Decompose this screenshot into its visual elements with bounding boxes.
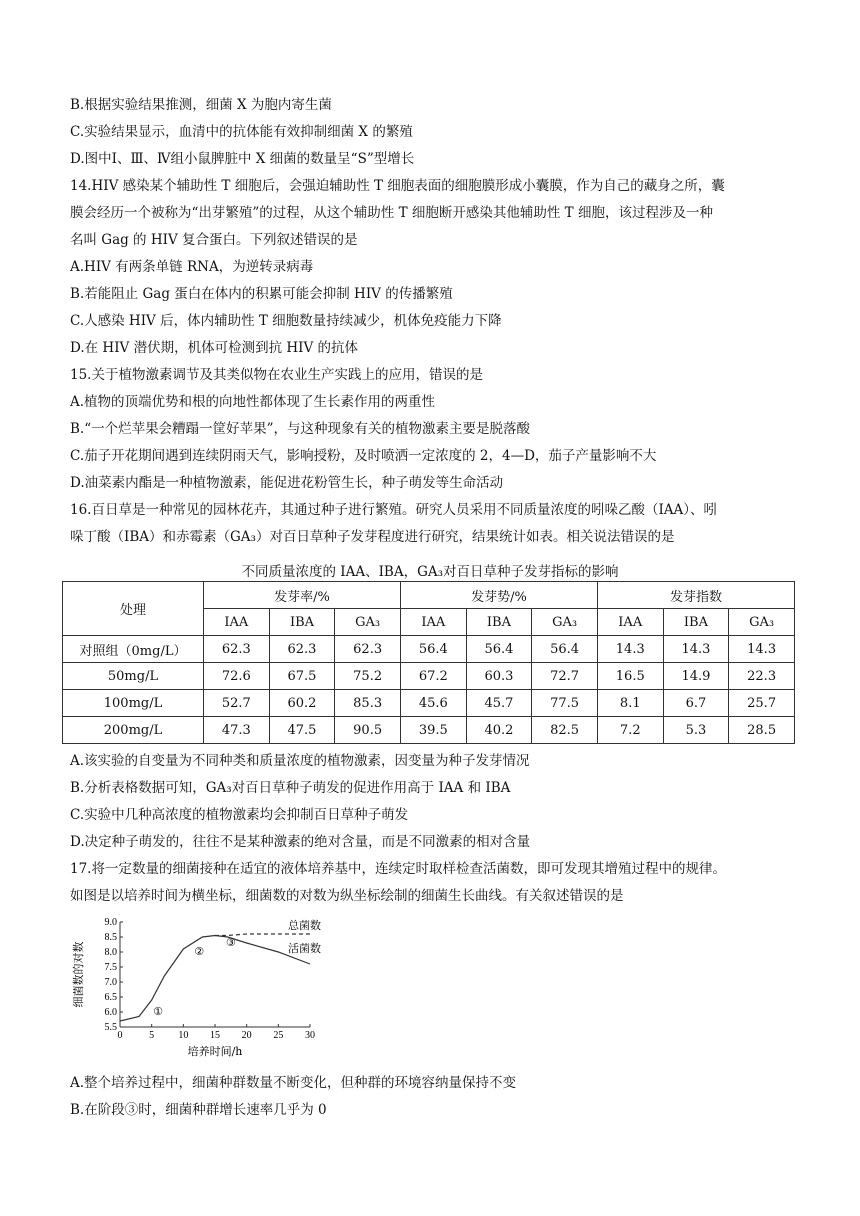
option-line: A.该实验的自变量为不同种类和质量浓度的植物激素，因变量为种子发芽情况 <box>70 753 530 769</box>
table-cell: 85.3 <box>335 690 401 717</box>
y-tick-label: 7.5 <box>104 962 117 973</box>
table-cell: 14.3 <box>663 636 729 663</box>
option-line: C.实验中几种高浓度的植物激素均会抑制百日草种子萌发 <box>70 807 409 823</box>
table-cell: 6.7 <box>663 690 729 717</box>
x-axis-label: 培养时间/h <box>187 1045 243 1058</box>
table-cell: 22.3 <box>729 663 795 690</box>
y-tick-label: 7.0 <box>104 977 117 988</box>
y-axis-label: 细菌数的对数 <box>72 941 85 1008</box>
table-cell: 7.2 <box>597 717 663 744</box>
table-caption: 不同质量浓度的 IAA、IBA，GA₃对百日草种子发芽指标的影响 <box>241 564 619 580</box>
table-cell: 56.4 <box>532 636 598 663</box>
table-cell: 47.5 <box>269 717 335 744</box>
row-label: 50mg/L <box>63 663 204 690</box>
table-cell: 72.7 <box>532 663 598 690</box>
table-cell: 62.3 <box>204 636 270 663</box>
subheader: IBA <box>466 609 532 636</box>
table-cell: 8.1 <box>597 690 663 717</box>
table-cell: 52.7 <box>204 690 270 717</box>
table-cell: 60.2 <box>269 690 335 717</box>
table-row <box>63 717 795 744</box>
subheader: GA₃ <box>532 609 598 636</box>
subheader: GA₃ <box>335 609 401 636</box>
y-tick-label: 9.0 <box>104 917 117 928</box>
table-row <box>63 690 795 717</box>
row-label: 100mg/L <box>63 690 204 717</box>
table-cell: 62.3 <box>269 636 335 663</box>
table-cell: 60.3 <box>466 663 532 690</box>
option-line: D.在 HIV 潜伏期，机体可检测到抗 HIV 的抗体 <box>70 340 359 356</box>
table-cell: 16.5 <box>597 663 663 690</box>
x-tick-label: 0 <box>117 1030 123 1041</box>
question-stem: 17.将一定数量的细菌接种在适宜的液体培养基中，连续定时取样检查活菌数，即可发现其增殖过程中的规律。 <box>70 861 726 877</box>
subheader: IAA <box>597 609 663 636</box>
table-cell: 45.6 <box>400 690 466 717</box>
table-cell: 39.5 <box>400 717 466 744</box>
question-stem: 如图是以培养时间为横坐标，细菌数的对数为纵坐标绘制的细菌生长曲线。有关叙述错误的是 <box>70 888 624 904</box>
y-tick-label: 8.0 <box>104 947 117 958</box>
question-stem: 膜会经历一个被称为“出芽繁殖”的过程，从这个辅助性 T 细胞断开感染其他辅助性 T 细胞，该过程涉及一种 <box>70 205 713 221</box>
option-line: D.图中Ⅰ、Ⅲ、Ⅳ组小鼠脾脏中 X 细菌的数量呈“S”型增长 <box>70 151 415 167</box>
subheader: IBA <box>269 609 335 636</box>
table-cell: 14.3 <box>729 636 795 663</box>
x-tick-label: 10 <box>178 1030 189 1041</box>
option-line: B.在阶段③时，细菌种群增长速率几乎为 0 <box>70 1102 327 1118</box>
subheader: IBA <box>663 609 729 636</box>
bacteria-growth-chart <box>70 912 330 1062</box>
question-stem: 14.HIV 感染某个辅助性 T 细胞后，会强迫辅助性 T 细胞表面的细胞膜形成小囊膜，作为自己的藏身之所，囊 <box>70 178 725 194</box>
table-cell: 82.5 <box>532 717 598 744</box>
option-line: B.若能阻止 Gag 蛋白在体内的积累可能会抑制 HIV 的传播繁殖 <box>70 286 453 302</box>
chart-axes <box>120 922 310 1027</box>
option-line: C.茄子开花期间遇到连续阴雨天气，影响授粉，及时喷洒一定浓度的 2，4—D，茄子产量影响不大 <box>70 448 657 464</box>
table-cell: 72.6 <box>204 663 270 690</box>
row-label: 对照组（0mg/L） <box>63 636 204 663</box>
question-stem: 16.百日草是一种常见的园林花卉，其通过种子进行繁殖。研究人员采用不同质量浓度的吲哚乙酸（IAA）、吲 <box>70 502 718 518</box>
table-cell: 47.3 <box>204 717 270 744</box>
series-label: 总菌数 <box>288 919 321 932</box>
group-header: 发芽势/% <box>400 582 597 609</box>
series-line <box>120 936 310 1022</box>
x-tick-label: 5 <box>149 1030 155 1041</box>
table-cell: 62.3 <box>335 636 401 663</box>
table-cell: 90.5 <box>335 717 401 744</box>
row-label: 200mg/L <box>63 717 204 744</box>
x-tick-label: 25 <box>273 1030 284 1041</box>
table-cell: 5.3 <box>663 717 729 744</box>
group-header: 发芽指数 <box>597 582 794 609</box>
question-stem: 15.关于植物激素调节及其类似物在农业生产实践上的应用，错误的是 <box>70 367 483 383</box>
table-cell: 56.4 <box>466 636 532 663</box>
option-line: C.实验结果显示，血清中的抗体能有效抑制细菌 X 的繁殖 <box>70 124 413 140</box>
table-cell: 45.7 <box>466 690 532 717</box>
phase-label: ① <box>153 1005 163 1018</box>
header-process: 处理 <box>63 582 204 636</box>
table-cell: 56.4 <box>400 636 466 663</box>
question-stem: 哚丁酸（IBA）和赤霉素（GA₃）对百日草种子发芽程度进行研究，结果统计如表。相关说法错误的是 <box>70 529 675 545</box>
table-cell: 67.2 <box>400 663 466 690</box>
phase-label: ② <box>194 945 205 958</box>
y-tick-label: 6.5 <box>104 992 117 1003</box>
x-tick-label: 20 <box>241 1030 252 1041</box>
phase-label: ③ <box>225 936 236 949</box>
table-cell: 40.2 <box>466 717 532 744</box>
y-tick-label: 8.5 <box>104 932 117 943</box>
series-label: 活菌数 <box>288 942 321 955</box>
y-tick-label: 5.5 <box>104 1022 117 1033</box>
option-line: B.“一个烂苹果会糟蹋一筐好苹果”，与这种现象有关的植物激素主要是脱落酸 <box>70 421 531 437</box>
chart-series <box>120 918 321 1021</box>
option-line: D.决定种子萌发的，往往不是某种激素的绝对含量，而是不同激素的相对含量 <box>70 834 531 850</box>
option-line: B.根据实验结果推测，细菌 X 为胞内寄生菌 <box>70 97 332 113</box>
table-cell: 75.2 <box>335 663 401 690</box>
subheader: GA₃ <box>729 609 795 636</box>
option-line: A.整个培养过程中，细菌种群数量不断变化，但种群的环境容纳量保持不变 <box>70 1075 517 1091</box>
table-cell: 14.9 <box>663 663 729 690</box>
option-line: A.植物的顶端优势和根的向地性都体现了生长素作用的两重性 <box>70 394 436 410</box>
table-cell: 28.5 <box>729 717 795 744</box>
option-line: C.人感染 HIV 后，体内辅助性 T 细胞数量持续减少，机体免疫能力下降 <box>70 313 502 329</box>
table-row <box>63 636 795 663</box>
table-row <box>63 663 795 690</box>
table-cell: 14.3 <box>597 636 663 663</box>
option-line: A.HIV 有两条单链 RNA，为逆转录病毒 <box>70 259 314 275</box>
table-cell: 25.7 <box>729 690 795 717</box>
option-line: D.油菜素内酯是一种植物激素，能促进花粉管生长，种子萌发等生命活动 <box>70 475 504 491</box>
y-tick-label: 6.0 <box>104 1007 117 1018</box>
table-cell: 67.5 <box>269 663 335 690</box>
subheader: IAA <box>204 609 270 636</box>
question-stem: 名叫 Gag 的 HIV 复合蛋白。下列叙述错误的是 <box>70 232 358 248</box>
table-cell: 77.5 <box>532 690 598 717</box>
x-tick-label: 15 <box>210 1030 220 1041</box>
subheader: IAA <box>400 609 466 636</box>
germination-table <box>62 581 795 744</box>
group-header: 发芽率/% <box>204 582 401 609</box>
option-line: B.分析表格数据可知，GA₃对百日草种子萌发的促进作用高于 IAA 和 IBA <box>70 780 511 796</box>
x-tick-label: 30 <box>305 1030 315 1041</box>
